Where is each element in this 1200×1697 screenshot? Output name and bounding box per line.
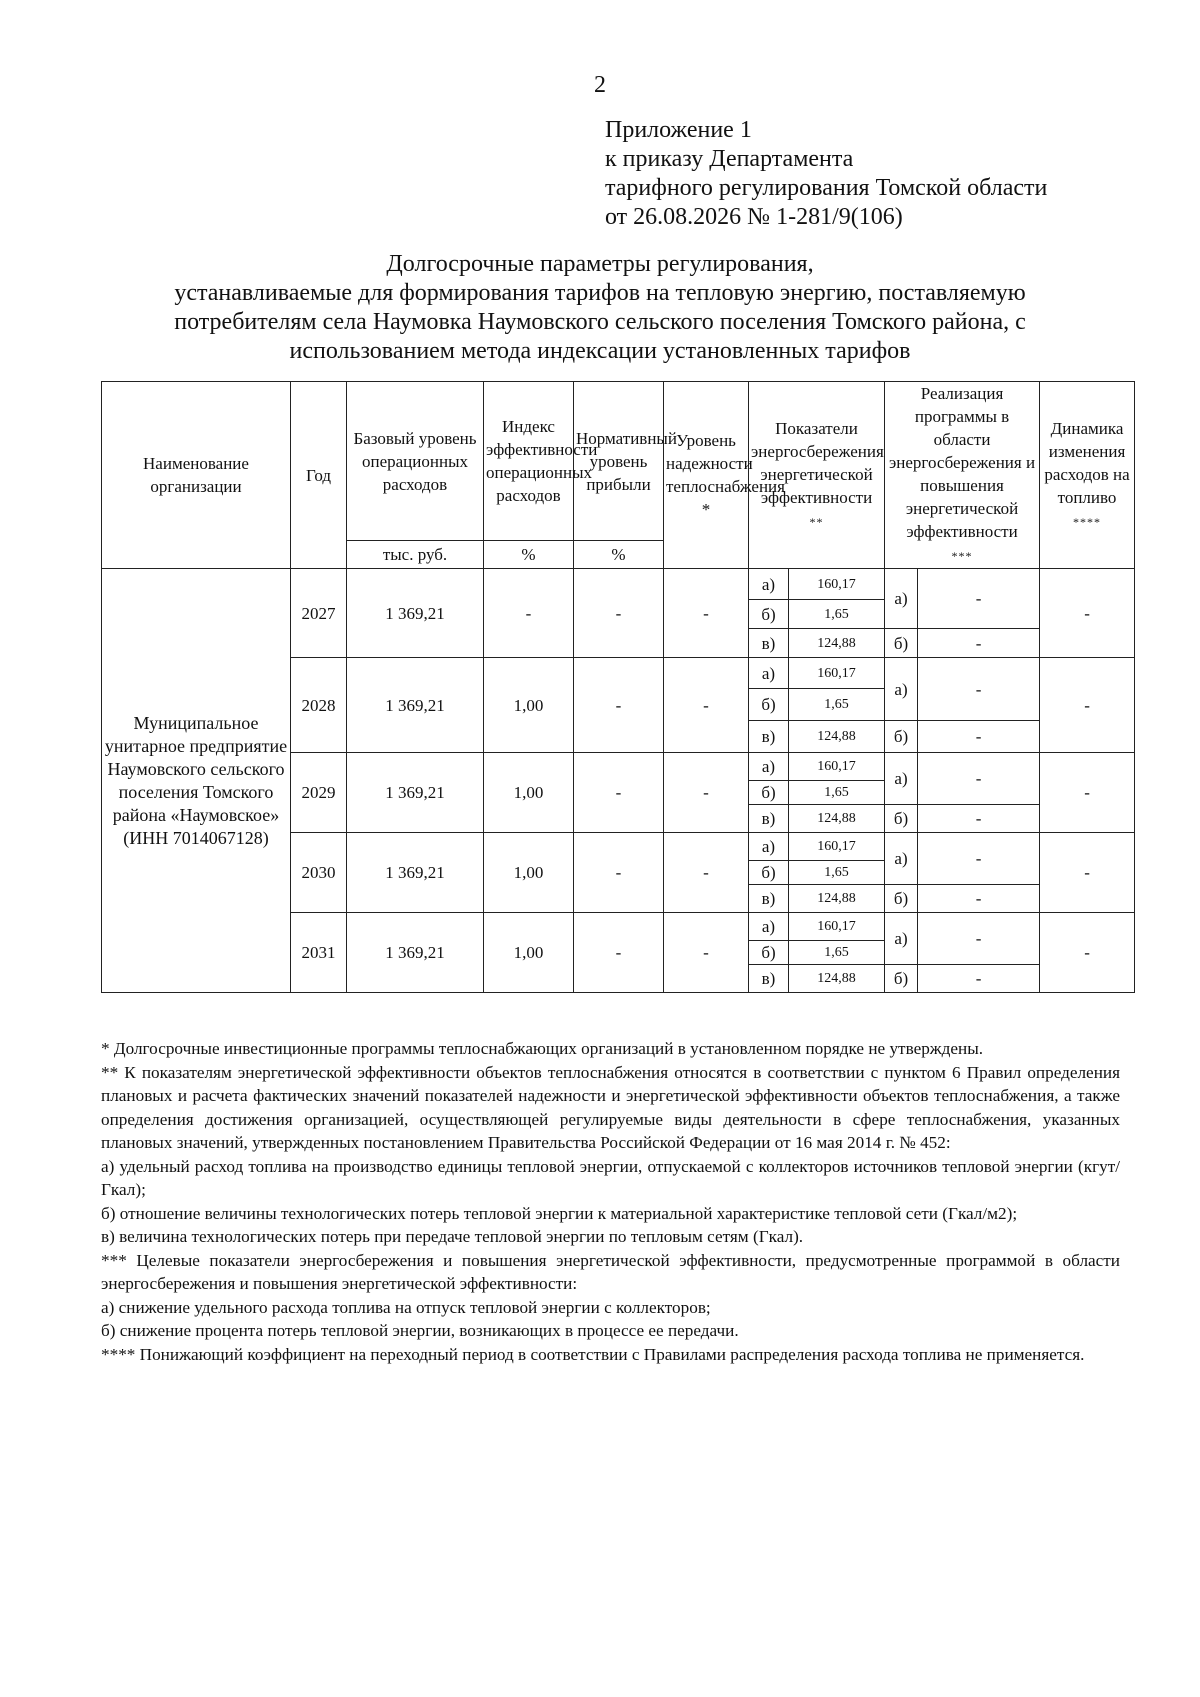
base-expenses-cell: 1 369,21: [347, 569, 484, 658]
appendix-line-3: тарифного регулирования Томской области: [605, 175, 1048, 201]
unit-index: %: [484, 541, 574, 569]
efficiency-index-cell: 1,00: [484, 833, 574, 913]
title-line-1: Долгосрочные параметры регулирования,: [386, 251, 814, 277]
indicator-letter-c: в): [749, 885, 789, 913]
base-expenses-cell: 1 369,21: [347, 658, 484, 753]
program-value-a: -: [918, 658, 1040, 721]
program-value-b: -: [918, 885, 1040, 913]
unit-profit: %: [574, 541, 664, 569]
fuel-dynamics-cell: -: [1040, 658, 1135, 753]
efficiency-index-cell: 1,00: [484, 753, 574, 833]
organization-name: Муниципальное унитарное предприятие Наумовского сельского поселения Томского района «Наумовское» (ИНН 7014067128): [102, 569, 291, 993]
program-value-b: -: [918, 805, 1040, 833]
program-value-a: -: [918, 913, 1040, 965]
footnote-2c: в) величина технологических потерь при передаче тепловой энергии по тепловым сетям (Гкал).: [101, 1227, 804, 1246]
footnote-2a: а) удельный расход топлива на производство единицы тепловой энергии, отпускаемой с коллекторов источников тепловой энергии (кгут/Гкал);: [101, 1156, 1120, 1199]
table-body: [102, 569, 1135, 993]
efficiency-index-cell: 1,00: [484, 913, 574, 993]
indicator-value-c: 124,88: [789, 805, 885, 833]
indicator-value-a: 160,17: [789, 913, 885, 941]
header-base-expenses: Базовый уровень операционных расходов: [347, 382, 484, 541]
footnote-2: ** К показателям энергетической эффективности объектов теплоснабжения относятся в соответствии с пунктом 6 Правил определения плановых и расчета фактических значений показателей надежности и энергетической эффективности объектов теплоснабжения, а также определения достижения организацией, осуществляющей регулируемые виды деятельности в сфере теплоснабжения, указанных плановых значений, утвержденных постановлением Правительства Российской Федерации от 16 мая 2014 г. № 452:: [101, 1062, 1120, 1152]
indicator-letter-b: б): [749, 689, 789, 721]
profit-cell: -: [574, 569, 664, 658]
title-line-3: потребителям села Наумовка Наумовского сельского поселения Томского района, с: [174, 309, 1026, 335]
table-row: [102, 569, 1135, 600]
header-reliability: Уровень надежности теплоснабжения *: [664, 382, 749, 569]
title-line-4: использованием метода индексации установленных тарифов: [289, 338, 911, 364]
indicator-value-c: 124,88: [789, 721, 885, 753]
program-value-b: -: [918, 629, 1040, 658]
year-cell: 2027: [291, 569, 347, 658]
footnote-3b: б) снижение процента потерь тепловой энергии, возникающих в процессе ее передачи.: [101, 1321, 739, 1340]
indicator-value-b: 1,65: [789, 861, 885, 885]
program-letter-a: а): [885, 658, 918, 721]
year-cell: 2028: [291, 658, 347, 753]
program-letter-b: б): [885, 721, 918, 753]
program-letter-b: б): [885, 805, 918, 833]
base-expenses-cell: 1 369,21: [347, 913, 484, 993]
title-line-2: устанавливаемые для формирования тарифов на тепловую энергию, поставляемую: [174, 280, 1026, 306]
reliability-cell: -: [664, 913, 749, 993]
program-letter-b: б): [885, 629, 918, 658]
indicator-letter-c: в): [749, 805, 789, 833]
year-cell: 2030: [291, 833, 347, 913]
indicator-value-b: 1,65: [789, 941, 885, 965]
program-letter-a: а): [885, 913, 918, 965]
reliability-cell: -: [664, 569, 749, 658]
profit-cell: -: [574, 913, 664, 993]
indicator-letter-a: а): [749, 569, 789, 600]
base-expenses-cell: 1 369,21: [347, 833, 484, 913]
unit-base: тыс. руб.: [347, 541, 484, 569]
program-value-b: -: [918, 721, 1040, 753]
profit-cell: -: [574, 658, 664, 753]
base-expenses-cell: 1 369,21: [347, 753, 484, 833]
fuel-dynamics-cell: -: [1040, 569, 1135, 658]
indicator-letter-a: а): [749, 833, 789, 861]
indicator-letter-b: б): [749, 600, 789, 629]
indicator-letter-b: б): [749, 861, 789, 885]
program-value-a: -: [918, 833, 1040, 885]
header-profit-level: Нормативный уровень прибыли: [574, 382, 664, 541]
indicator-value-b: 1,65: [789, 689, 885, 721]
indicator-value-a: 160,17: [789, 658, 885, 689]
program-letter-a: а): [885, 753, 918, 805]
appendix-line-4: от 26.08.2026 № 1-281/9(106): [605, 204, 903, 230]
indicator-value-a: 160,17: [789, 833, 885, 861]
indicator-letter-c: в): [749, 629, 789, 658]
program-letter-b: б): [885, 885, 918, 913]
header-efficiency-index: Индекс эффективности операционных расходов: [484, 382, 574, 541]
appendix-block: [605, 116, 1047, 232]
footnote-1: * Долгосрочные инвестиционные программы теплоснабжающих организаций в установленном порядке не утверждены.: [101, 1039, 984, 1058]
indicator-value-a: 160,17: [789, 569, 885, 600]
header-program: Реализация программы в области энергосбережения и повышения энергетической эффективности ***: [885, 382, 1040, 569]
header-organization: Наименование организации: [102, 382, 291, 569]
program-value-a: -: [918, 569, 1040, 629]
indicator-letter-c: в): [749, 721, 789, 753]
fuel-dynamics-cell: -: [1040, 913, 1135, 993]
indicator-value-c: 124,88: [789, 885, 885, 913]
reliability-cell: -: [664, 833, 749, 913]
footnote-3a: а) снижение удельного расхода топлива на отпуск тепловой энергии с коллекторов;: [101, 1297, 711, 1317]
indicator-value-b: 1,65: [789, 600, 885, 629]
profit-cell: -: [574, 833, 664, 913]
indicator-value-a: 160,17: [789, 753, 885, 781]
footnotes: [101, 1037, 1120, 1366]
program-letter-a: а): [885, 833, 918, 885]
footnote-2b: б) отношение величины технологических потерь тепловой энергии к материальной характеристике тепловой сети (Гкал/м2);: [101, 1203, 1018, 1223]
indicator-letter-c: в): [749, 965, 789, 993]
efficiency-index-cell: -: [484, 569, 574, 658]
indicator-letter-a: а): [749, 658, 789, 689]
reliability-cell: -: [664, 658, 749, 753]
header-energy-indicators: Показатели энергосбережения энергетической эффективности **: [749, 382, 885, 569]
parameters-table: [101, 381, 1135, 993]
fuel-dynamics-cell: -: [1040, 753, 1135, 833]
year-cell: 2031: [291, 913, 347, 993]
indicator-value-c: 124,88: [789, 629, 885, 658]
reliability-cell: -: [664, 753, 749, 833]
indicator-letter-a: а): [749, 753, 789, 781]
indicator-value-c: 124,88: [789, 965, 885, 993]
fuel-dynamics-cell: -: [1040, 833, 1135, 913]
program-letter-a: а): [885, 569, 918, 629]
footnote-4: **** Понижающий коэффициент на переходный период в соответствии с Правилами распределения расхода топлива не применяется.: [101, 1344, 1085, 1364]
appendix-line-1: Приложение 1: [605, 117, 752, 143]
indicator-value-b: 1,65: [789, 781, 885, 805]
indicator-letter-b: б): [749, 941, 789, 965]
indicator-letter-b: б): [749, 781, 789, 805]
indicator-letter-a: а): [749, 913, 789, 941]
footnote-3: *** Целевые показатели энергосбережения и повышения энергетической эффективности, предусмотренные программой в области энергосбережения и повышения энергетической эффективности:: [101, 1250, 1120, 1293]
program-value-b: -: [918, 965, 1040, 993]
document-title: [90, 250, 1110, 366]
program-value-a: -: [918, 753, 1040, 805]
efficiency-index-cell: 1,00: [484, 658, 574, 753]
header-fuel-dynamics: Динамика изменения расходов на топливо ****: [1040, 382, 1135, 569]
appendix-line-2: к приказу Департамента: [605, 146, 854, 172]
year-cell: 2029: [291, 753, 347, 833]
program-letter-b: б): [885, 965, 918, 993]
profit-cell: -: [574, 753, 664, 833]
page-number: 2: [594, 72, 606, 98]
header-year: Год: [291, 382, 347, 569]
